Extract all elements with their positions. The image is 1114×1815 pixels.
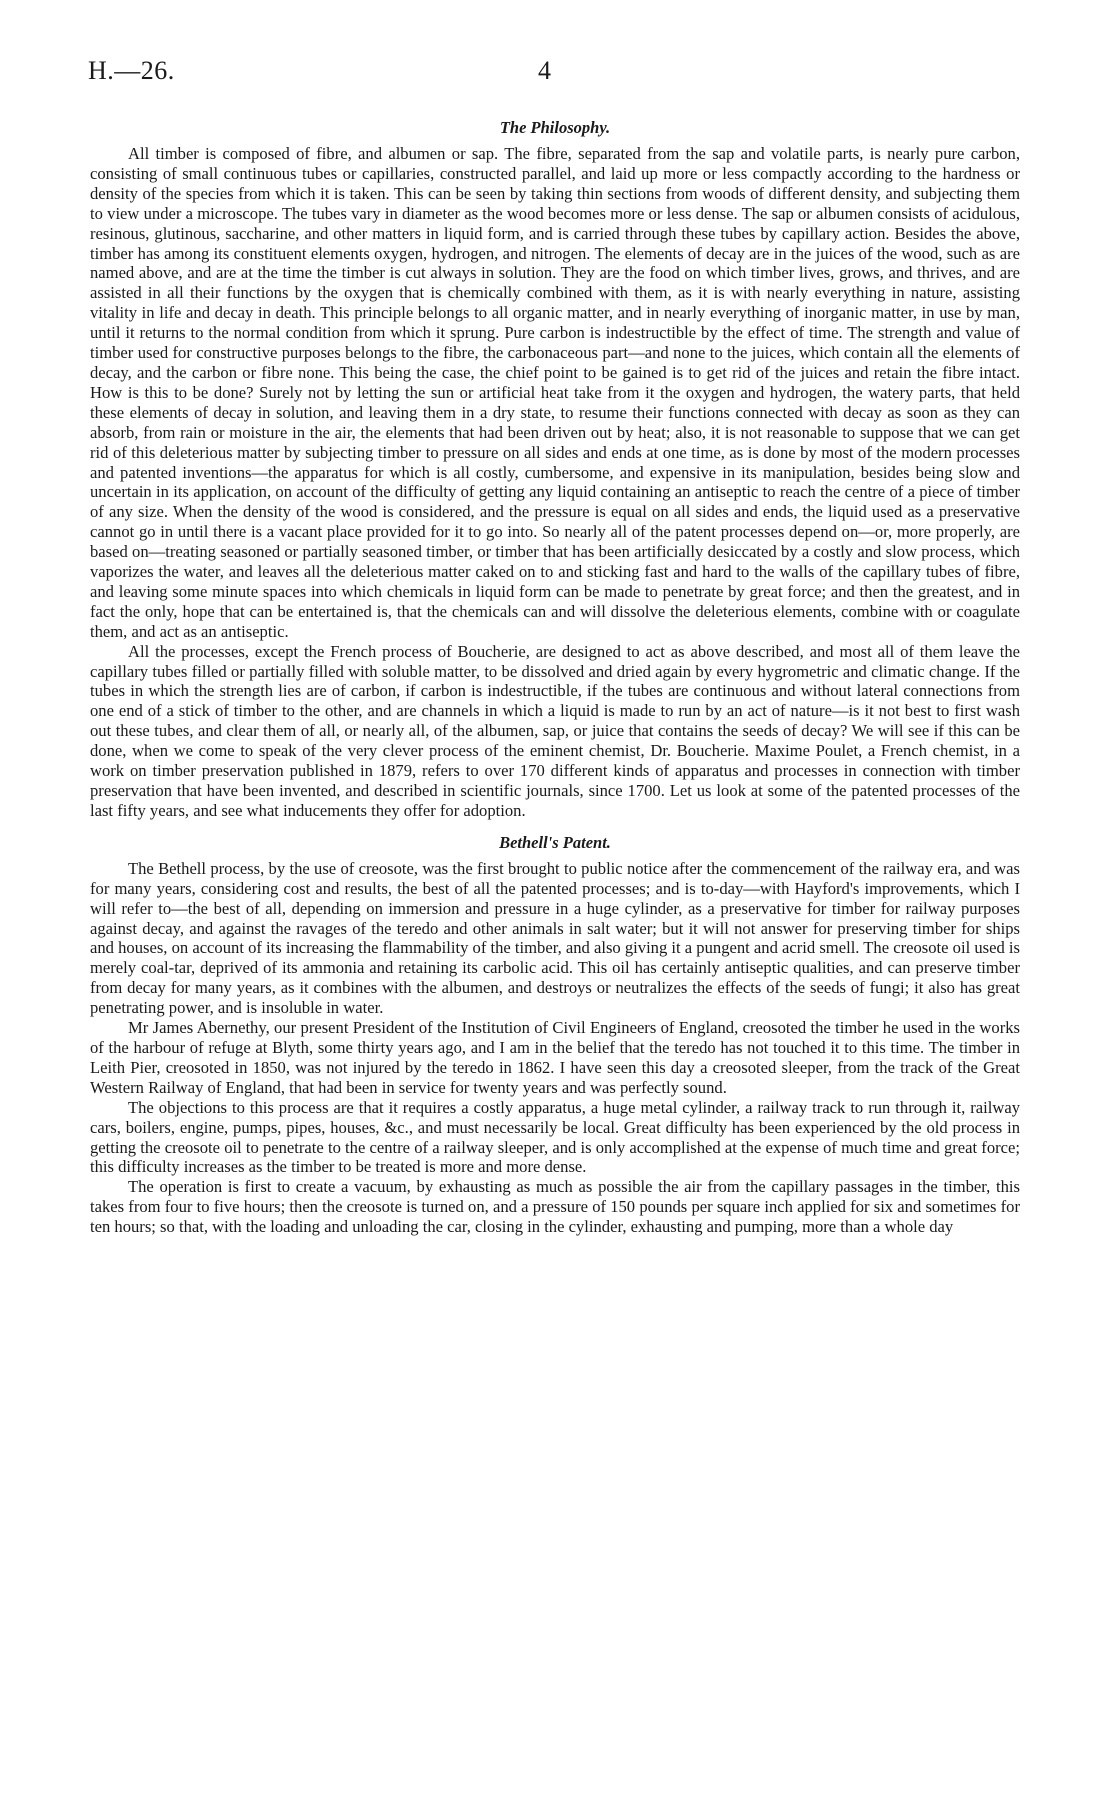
paragraph: All the processes, except the French process of Boucherie, are designed to act as above described, and most all of them leave the capillary tubes filled or partially filled with soluble matter, to be dissolved and dried again by every hygrometric and climatic change. If the tubes in which the strength lies are of carbon, if carbon is indestructible, if the tubes are continuous and without lateral connections from one end of a stick of timber to the other, and are channels in which a liquid is made to run by an act of nature—is it not best to first wash out these tubes, and clear them of all, or nearly all, of the albumen, sap, or juice that contains the seeds of decay? We will see if this can be done, when we come to speak of the very clever process of the eminent chemist, Dr. Boucherie. Maxime Poulet, a French chemist, in a work on timber preservation published in 1879, refers to over 170 different kinds of apparatus and processes in connection with timber preservation that have been invented, and described in scientific journals, since 1700. Let us look at some of the patented processes of the last fifty years, and see what inducements they offer for adoption. <box>90 641 1020 820</box>
section-bethells-patent <box>90 833 1020 1237</box>
page-body <box>90 118 1020 1237</box>
document-reference: H.—26. <box>88 56 175 85</box>
page-number: 4 <box>538 56 551 85</box>
section-title: The Philosophy. <box>499 118 611 137</box>
section-title: Bethell's Patent. <box>499 832 611 852</box>
section-philosophy <box>90 118 1020 821</box>
page-header <box>88 56 1028 96</box>
paragraph: All timber is composed of fibre, and albumen or sap. The fibre, separated from the sap and volatile parts, is nearly pure carbon, consisting of small continuous tubes or capillaries, constructed parallel, and laid up more or less compactly according to the hardness or density of the species from which it is taken. This can be seen by taking thin sections from woods of different density, and subjecting them to view under a microscope. The tubes vary in diameter as the wood becomes more or less dense. The sap or albumen consists of acidulous, resinous, glutinous, saccharine, and other matters in liquid form, and is carried through these tubes by capillary action. Besides the above, timber has among its constituent elements oxygen, hydrogen, and nitrogen. The elements of decay are in the juices of the wood, such as are named above, and are at the time the timber is cut always in solution. They are the food on which timber lives, grows, and thrives, and are assisted in all their functions by the oxygen that is chemically combined with them, as it is with nearly everything in nature, assisting vitality in life and decay in death. This principle belongs to all organic matter, and in nearly everything of inorganic matter, in use by man, until it returns to the normal condition from which it sprung. Pure carbon is indestructible by the effect of time. The strength and value of timber used for constructive purposes belongs to the fibre, the carbonaceous part—and none to the juices, which contain all the elements of decay, and the carbon or fibre none. This being the case, the chief point to be gained is to get rid of the juices and retain the fibre intact. How is this to be done? Surely not by letting the sun or artificial heat take from it the oxygen and hydrogen, the watery parts, that held these elements of decay in solution, and leaving them in a dry state, to resume their functions connected with decay as soon as they can absorb, from rain or moisture in the air, the elements that had been driven out by heat; also, it is not reasonable to suppose that we can get rid of this deleterious matter by subjecting timber to pressure on all sides and ends at one time, as is done by most of the modern processes and patented inventions—the apparatus for which is all costly, cumbersome, and expensive in its manipulation, besides being slow and uncertain in its application, on account of the difficulty of getting any liquid containing an antiseptic to reach the centre of a piece of timber of any size. When the density of the wood is considered, and the pressure is equal on all sides and ends, the liquid used as a preservative cannot go in until there is a vacant place provided for it to go into. So nearly all of the patent processes depend on—or, more properly, are based on—treating seasoned or partially seasoned timber, or timber that has been artificially desiccated by a costly and slow process, which vaporizes the water, and leaves all the deleterious matter caked on to and sticking fast and hard to the walls of the capillary tubes of fibre, and leaving some minute spaces into which chemicals in liquid form can be made to penetrate by great force; and then the greatest, and in fact the only, hope that can be entertained is, that the chemicals can and will dissolve the deleterious elements, combine with or coagulate them, and act as an antiseptic. <box>90 144 1020 641</box>
paragraph: The operation is first to create a vacuum, by exhausting as much as possible the air from the capillary passages in the timber, this takes from four to five hours; then the creosote is turned on, and a pressure of 150 pounds per square inch applied for six and sometimes for ten hours; so that, with the loading and unloading the car, closing in the cylinder, exhausting and pumping, more than a whole day <box>90 1177 1020 1237</box>
paragraph: Mr James Abernethy, our present President of the Institution of Civil Engineers of England, creosoted the timber he used in the works of the harbour of refuge at Blyth, some thirty years ago, and I am in the belief that the teredo has not touched it to this time. The timber in Leith Pier, creosoted in 1850, was not injured by the teredo in 1862. I have seen this day a creosoted sleeper, from the track of the Great Western Railway of England, that had been in service for twenty years and was perfectly sound. <box>90 1018 1020 1097</box>
paragraph: The Bethell process, by the use of creosote, was the first brought to public notice after the commencement of the railway era, and was for many years, considering cost and results, the best of all the patented processes; and is to-day—with Hayford's improvements, which I will refer to—the best of all, depending on immersion and pressure in a huge cylinder, as a preservative for timber for railway purposes against decay, and against the ravages of the teredo and other animals in salt water; but it will not answer for preserving timber for ships and houses, on account of its increasing the flammability of the timber, and also giving it a pungent and acrid smell. The creosote oil used is merely coal-tar, deprived of its ammonia and retaining its carbolic acid. This oil has certainly antiseptic qualities, and can preserve timber from decay for many years, as it combines with the albumen, and destroys or neutralizes the effects of the seeds of fungi; it also has great penetrating power, and is insoluble in water. <box>90 858 1020 1018</box>
paragraph: The objections to this process are that it requires a costly apparatus, a huge metal cylinder, a railway track to run through it, railway cars, boilers, engine, pumps, pipes, houses, &c., and must necessarily be local. Great difficulty has been experienced by the old process in getting the creosote oil to penetrate to the centre of a railway sleeper, and is only accomplished at the expense of much time and great force; this difficulty increases as the timber to be treated is more and more dense. <box>90 1097 1020 1177</box>
